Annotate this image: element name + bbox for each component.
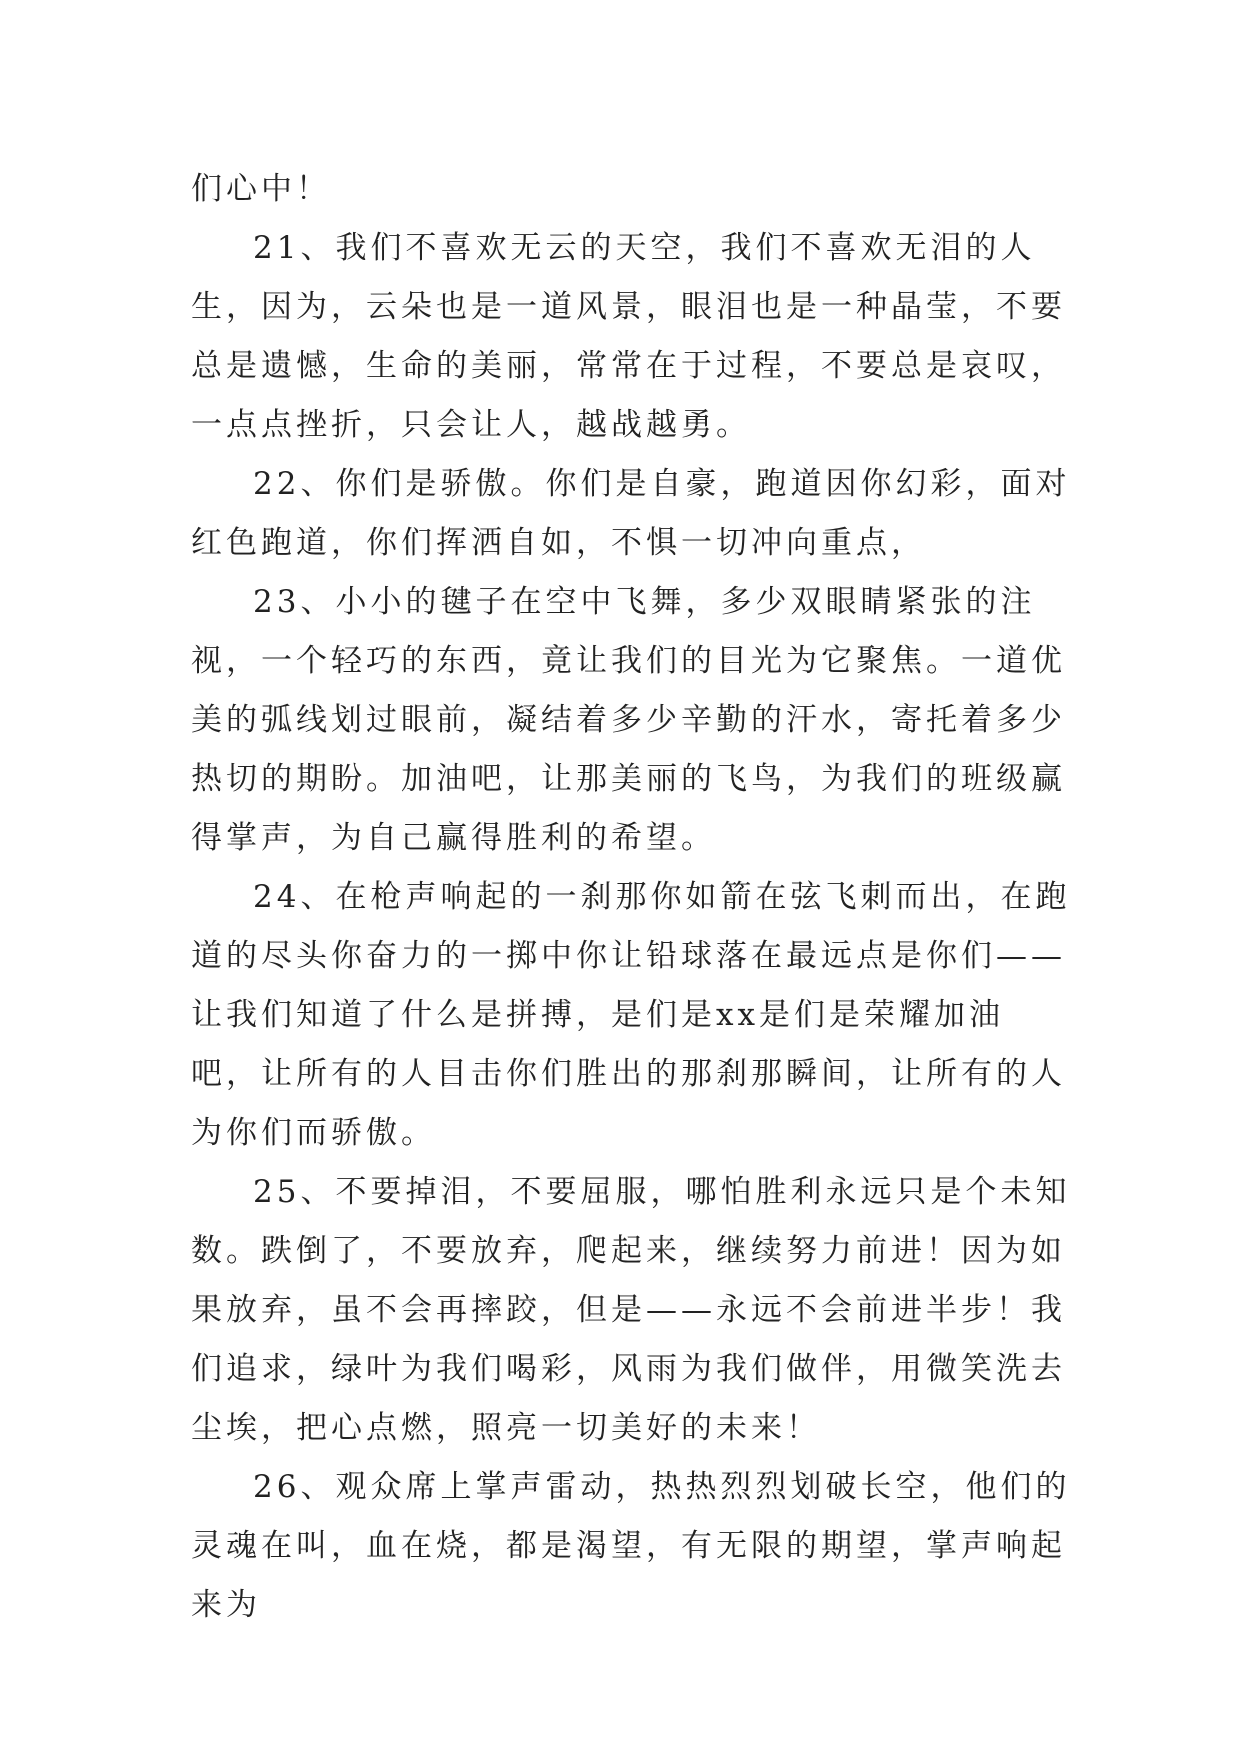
paragraph-22: 22、你们是骄傲。你们是自豪，跑道因你幻彩，面对红色跑道，你们挥洒自如，不惧一切冲向重点， — [191, 466, 1071, 561]
body-text — [191, 160, 1071, 1635]
paragraph-25: 25、不要掉泪，不要屈服，哪怕胜利永远只是个未知数。跌倒了，不要放弃，爬起来，继续努力前进！因为如果放弃，虽不会再摔跤，但是——永远不会前进半步！我们追求，绿叶为我们喝彩，风雨为我们做伴，用微笑洗去尘埃，把心点燃，照亮一切美好的未来！ — [191, 1174, 1071, 1446]
paragraph-24: 24、在枪声响起的一刹那你如箭在弦飞刺而出，在跑道的尽头你奋力的一掷中你让铅球落在最远点是你们——让我们知道了什么是拼搏，是们是xx是们是荣耀加油吧，让所有的人目击你们胜出的那刹那瞬间，让所有的人为你们而骄傲。 — [191, 879, 1071, 1151]
paragraph-23: 23、小小的毽子在空中飞舞，多少双眼睛紧张的注视，一个轻巧的东西，竟让我们的目光为它聚焦。一道优美的弧线划过眼前，凝结着多少辛勤的汗水，寄托着多少热切的期盼。加油吧，让那美丽的飞鸟，为我们的班级赢得掌声，为自己赢得胜利的希望。 — [191, 584, 1066, 856]
paragraph-21: 21、我们不喜欢无云的天空，我们不喜欢无泪的人生，因为，云朵也是一道风景，眼泪也是一种晶莹，不要总是遗憾，生命的美丽，常常在于过程，不要总是哀叹，一点点挫折，只会让人，越战越勇。 — [191, 230, 1066, 443]
paragraph-continuation: 们心中！ — [191, 171, 331, 207]
paragraph-26: 26、观众席上掌声雷动，热热烈烈划破长空，他们的灵魂在叫，血在烧，都是渴望，有无限的期望，掌声响起来为 — [191, 1469, 1071, 1623]
